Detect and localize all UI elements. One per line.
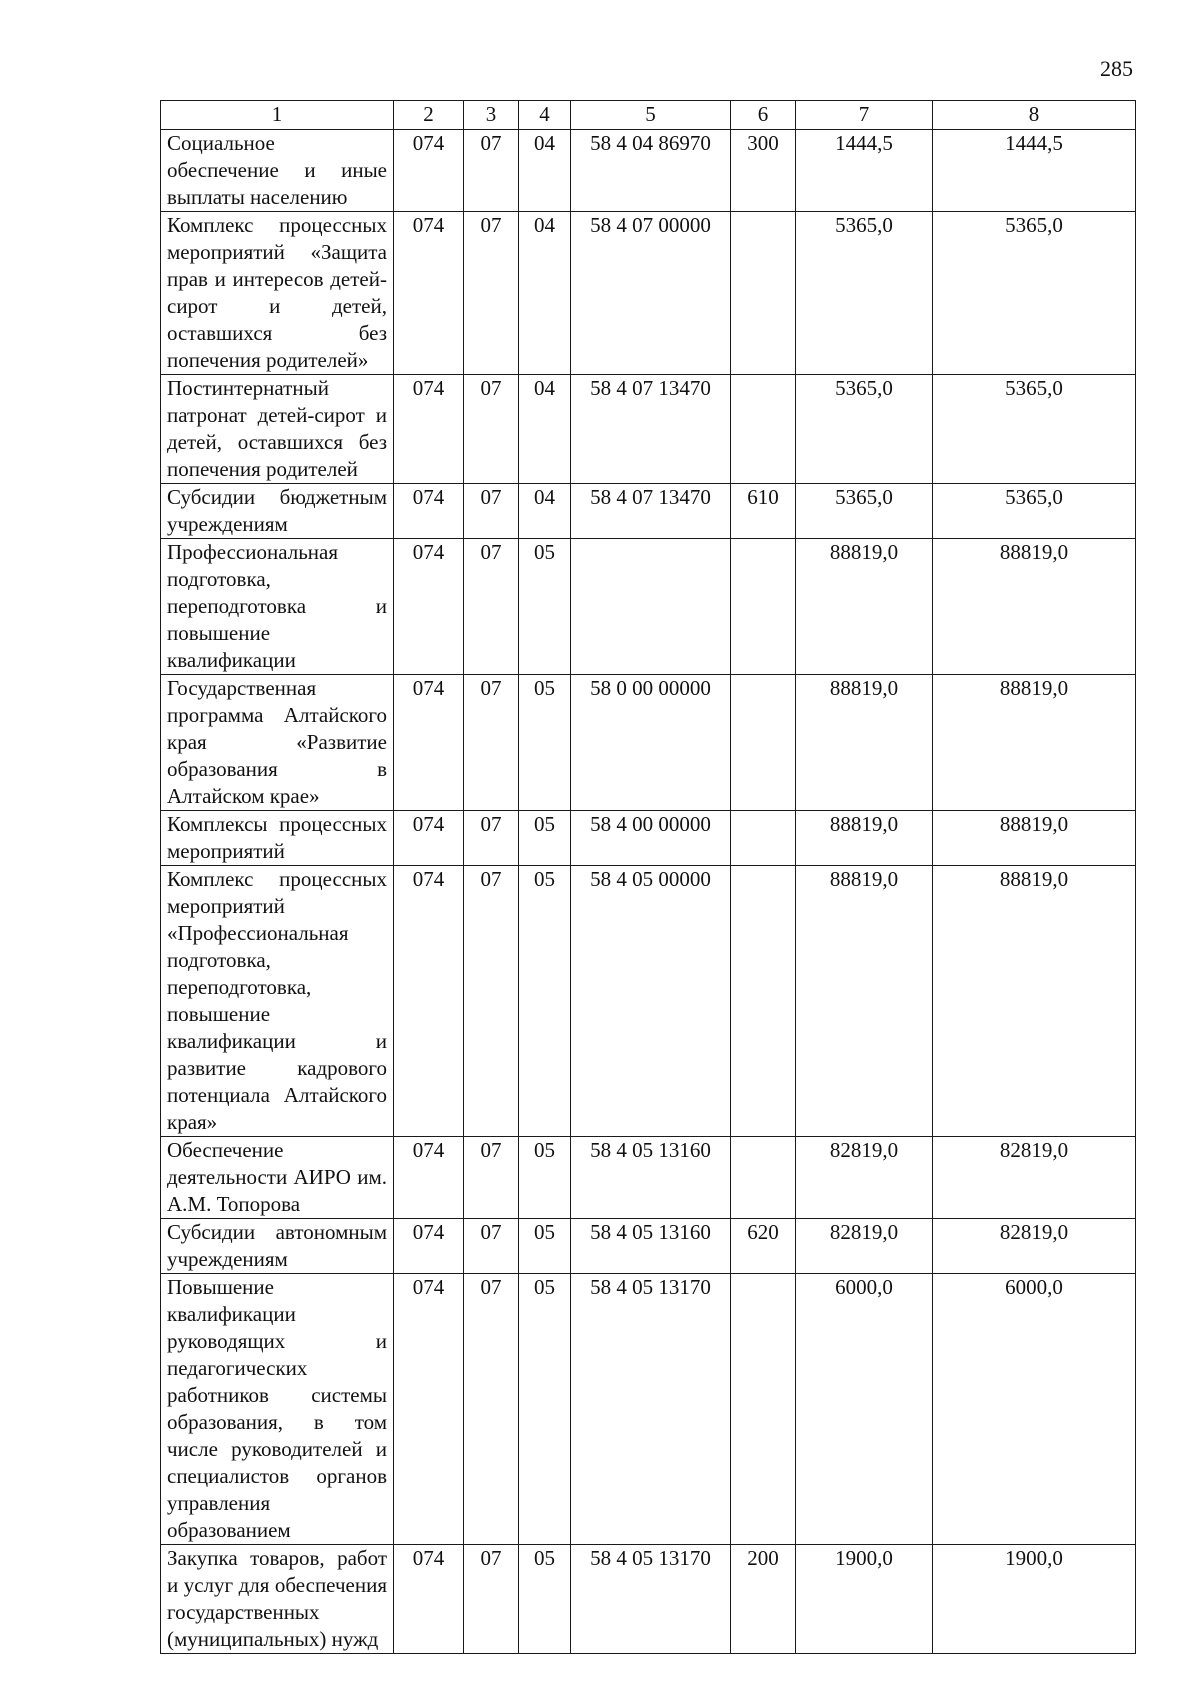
table-row xyxy=(161,212,1136,375)
page-number: 285 xyxy=(1100,56,1133,81)
table-row xyxy=(161,1545,1136,1654)
amount-cell: 82819,0 xyxy=(933,1137,1136,1219)
subsection-cell: 04 xyxy=(519,212,571,375)
subsection-cell: 05 xyxy=(519,539,571,675)
code-cell: 074 xyxy=(394,539,464,675)
amount-cell: 5365,0 xyxy=(933,484,1136,539)
expense-type-cell xyxy=(731,1137,796,1219)
table-row xyxy=(161,130,1136,212)
amount-cell: 88819,0 xyxy=(933,811,1136,866)
subsection-cell: 05 xyxy=(519,1137,571,1219)
expense-type-cell: 620 xyxy=(731,1219,796,1274)
expense-type-cell xyxy=(731,1274,796,1545)
item-name-cell: Профессиональная подготовка, переподготовка и повышение квалификации xyxy=(161,539,394,675)
target-article-cell: 58 4 05 13170 xyxy=(571,1545,731,1654)
amount-cell: 88819,0 xyxy=(796,539,933,675)
expense-type-cell xyxy=(731,212,796,375)
item-name-cell: Субсидии автономным учреждениям xyxy=(161,1219,394,1274)
code-cell: 074 xyxy=(394,811,464,866)
amount-cell: 82819,0 xyxy=(796,1219,933,1274)
column-header: 3 xyxy=(464,101,519,130)
expense-type-cell xyxy=(731,375,796,484)
subsection-cell: 04 xyxy=(519,484,571,539)
subsection-cell: 05 xyxy=(519,811,571,866)
subsection-cell: 05 xyxy=(519,1274,571,1545)
amount-cell: 1444,5 xyxy=(933,130,1136,212)
expense-type-cell xyxy=(731,866,796,1137)
item-name-cell: Постинтернатный патронат детей-сирот и детей, оставшихся без попечения родителей xyxy=(161,375,394,484)
subsection-cell: 05 xyxy=(519,1219,571,1274)
section-cell: 07 xyxy=(464,866,519,1137)
section-cell: 07 xyxy=(464,130,519,212)
target-article-cell: 58 4 05 13170 xyxy=(571,1274,731,1545)
target-article-cell: 58 4 07 13470 xyxy=(571,484,731,539)
target-article-cell: 58 4 05 13160 xyxy=(571,1137,731,1219)
subsection-cell: 05 xyxy=(519,1545,571,1654)
column-header: 7 xyxy=(796,101,933,130)
section-cell: 07 xyxy=(464,811,519,866)
item-name-cell: Комплекс процессных мероприятий «Защита прав и интересов детей-сирот и детей, оставшихся без попечения родителей» xyxy=(161,212,394,375)
expense-type-cell: 610 xyxy=(731,484,796,539)
table-row xyxy=(161,811,1136,866)
item-name-cell: Государственная программа Алтайского края «Развитие образования в Алтайском крае» xyxy=(161,675,394,811)
item-name-cell: Комплекс процессных мероприятий «Профессиональная подготовка, переподготовка, повышение квалификации и развитие кадрового потенциала Алтайского края» xyxy=(161,866,394,1137)
amount-cell: 88819,0 xyxy=(796,866,933,1137)
column-header: 8 xyxy=(933,101,1136,130)
table-row xyxy=(161,675,1136,811)
section-cell: 07 xyxy=(464,1137,519,1219)
code-cell: 074 xyxy=(394,1137,464,1219)
amount-cell: 5365,0 xyxy=(933,212,1136,375)
amount-cell: 5365,0 xyxy=(796,212,933,375)
section-cell: 07 xyxy=(464,539,519,675)
subsection-cell: 05 xyxy=(519,675,571,811)
code-cell: 074 xyxy=(394,1219,464,1274)
item-name-cell: Комплексы процессных мероприятий xyxy=(161,811,394,866)
amount-cell: 82819,0 xyxy=(933,1219,1136,1274)
expense-type-cell: 300 xyxy=(731,130,796,212)
table-row xyxy=(161,539,1136,675)
amount-cell: 88819,0 xyxy=(933,866,1136,1137)
amount-cell: 1900,0 xyxy=(796,1545,933,1654)
section-cell: 07 xyxy=(464,375,519,484)
expense-type-cell xyxy=(731,675,796,811)
table-body xyxy=(161,130,1136,1654)
code-cell: 074 xyxy=(394,1274,464,1545)
budget-table xyxy=(160,100,1136,1654)
expense-type-cell xyxy=(731,811,796,866)
expense-type-cell xyxy=(731,539,796,675)
code-cell: 074 xyxy=(394,675,464,811)
subsection-cell: 04 xyxy=(519,130,571,212)
target-article-cell: 58 4 07 13470 xyxy=(571,375,731,484)
section-cell: 07 xyxy=(464,675,519,811)
amount-cell: 88819,0 xyxy=(796,675,933,811)
amount-cell: 5365,0 xyxy=(796,375,933,484)
code-cell: 074 xyxy=(394,212,464,375)
section-cell: 07 xyxy=(464,212,519,375)
target-article-cell: 58 4 07 00000 xyxy=(571,212,731,375)
item-name-cell: Повышение квалификации руководящих и педагогических работников системы образования, в том числе руководителей и специалистов органов управления образованием xyxy=(161,1274,394,1545)
target-article-cell: 58 4 00 00000 xyxy=(571,811,731,866)
column-header: 6 xyxy=(731,101,796,130)
table-row xyxy=(161,1219,1136,1274)
target-article-cell: 58 4 05 00000 xyxy=(571,866,731,1137)
code-cell: 074 xyxy=(394,866,464,1137)
expense-type-cell: 200 xyxy=(731,1545,796,1654)
code-cell: 074 xyxy=(394,1545,464,1654)
amount-cell: 88819,0 xyxy=(933,675,1136,811)
amount-cell: 1900,0 xyxy=(933,1545,1136,1654)
item-name-cell: Социальное обеспечение и иные выплаты населению xyxy=(161,130,394,212)
section-cell: 07 xyxy=(464,1545,519,1654)
code-cell: 074 xyxy=(394,484,464,539)
item-name-cell: Обеспечение деятельности АИРО им. А.М. Топорова xyxy=(161,1137,394,1219)
amount-cell: 5365,0 xyxy=(796,484,933,539)
target-article-cell: 58 0 00 00000 xyxy=(571,675,731,811)
target-article-cell: 58 4 05 13160 xyxy=(571,1219,731,1274)
column-header: 5 xyxy=(571,101,731,130)
amount-cell: 5365,0 xyxy=(933,375,1136,484)
header-row xyxy=(161,101,1136,130)
item-name-cell: Закупка товаров, работ и услуг для обеспечения государственных (муниципальных) нужд xyxy=(161,1545,394,1654)
target-article-cell xyxy=(571,539,731,675)
amount-cell: 88819,0 xyxy=(796,811,933,866)
column-header: 4 xyxy=(519,101,571,130)
table-row xyxy=(161,1274,1136,1545)
subsection-cell: 04 xyxy=(519,375,571,484)
code-cell: 074 xyxy=(394,130,464,212)
table-row xyxy=(161,375,1136,484)
amount-cell: 88819,0 xyxy=(933,539,1136,675)
table-row xyxy=(161,866,1136,1137)
amount-cell: 1444,5 xyxy=(796,130,933,212)
item-name-cell: Субсидии бюджетным учреждениям xyxy=(161,484,394,539)
section-cell: 07 xyxy=(464,1219,519,1274)
amount-cell: 82819,0 xyxy=(796,1137,933,1219)
table-row xyxy=(161,484,1136,539)
column-header: 2 xyxy=(394,101,464,130)
code-cell: 074 xyxy=(394,375,464,484)
amount-cell: 6000,0 xyxy=(796,1274,933,1545)
column-header: 1 xyxy=(161,101,394,130)
section-cell: 07 xyxy=(464,484,519,539)
amount-cell: 6000,0 xyxy=(933,1274,1136,1545)
table-row xyxy=(161,1137,1136,1219)
subsection-cell: 05 xyxy=(519,866,571,1137)
section-cell: 07 xyxy=(464,1274,519,1545)
target-article-cell: 58 4 04 86970 xyxy=(571,130,731,212)
